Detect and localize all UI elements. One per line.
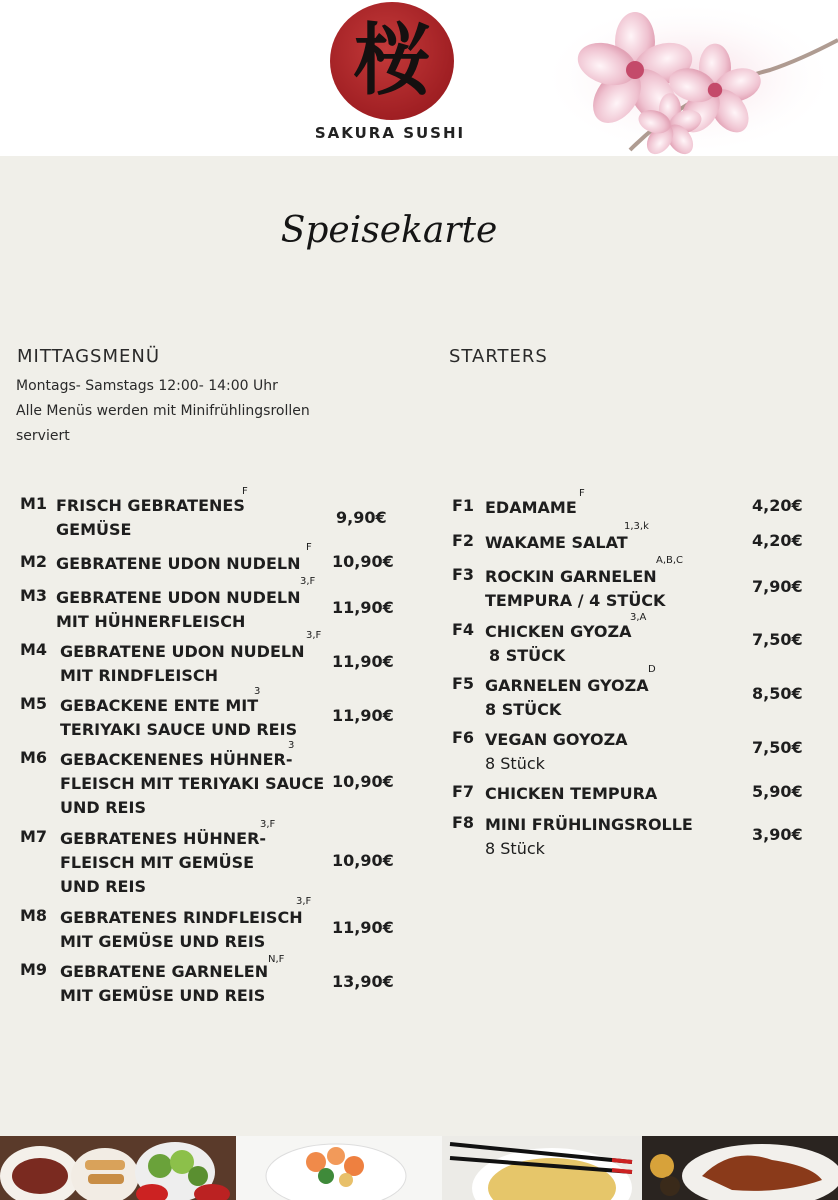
lunch-note-line2: serviert <box>16 428 70 444</box>
item-price: 7,90€ <box>752 577 803 596</box>
item-name: GARNELEN GYOZA 8 STÜCK <box>485 676 649 719</box>
item-name: MINI FRÜHLINGSROLLE 8 Stück <box>485 815 693 858</box>
item-price: 4,20€ <box>752 496 803 515</box>
item-price: 9,90€ <box>336 508 387 527</box>
allergen-codes: F <box>306 542 312 553</box>
item-name: GEBACKENE ENTE MIT TERIYAKI SAUCE UND REIS <box>60 696 298 739</box>
logo-kanji: 桜 <box>352 15 431 106</box>
starters-heading: STARTERS <box>449 346 548 367</box>
item-name: EDAMAME <box>485 498 577 517</box>
allergen-codes: 3,F <box>300 576 316 587</box>
item-price: 10,90€ <box>332 772 394 791</box>
item-price: 10,90€ <box>332 851 394 870</box>
item-code: M7 <box>20 827 48 846</box>
item-name: CHICKEN TEMPURA <box>485 784 658 803</box>
item-price: 10,90€ <box>332 552 394 571</box>
item-price: 11,90€ <box>332 918 394 937</box>
item-name: GEBRATENE GARNELEN MIT GEMÜSE UND REIS <box>60 962 269 1005</box>
allergen-codes: D <box>648 664 656 675</box>
food-photo-noodles <box>442 1136 642 1200</box>
cherry-blossom-image <box>540 0 838 156</box>
item-code: M5 <box>20 694 48 713</box>
item-code: F3 <box>452 565 475 584</box>
item-name: GEBRATENE UDON NUDELN MIT RINDFLEISCH <box>60 642 305 685</box>
item-code: F6 <box>452 728 475 747</box>
item-code: F2 <box>452 531 475 550</box>
lunch-heading: MITTAGSMENÜ <box>17 346 161 367</box>
item-name: GEBRATENE UDON NUDELN <box>56 554 301 573</box>
allergen-codes: 3 <box>288 740 295 751</box>
item-price: 4,20€ <box>752 531 803 550</box>
allergen-codes: 3,F <box>260 819 276 830</box>
item-price: 7,50€ <box>752 630 803 649</box>
item-price: 11,90€ <box>332 706 394 725</box>
item-code: F1 <box>452 496 475 515</box>
item-price: 5,90€ <box>752 782 803 801</box>
page-title: Speisekarte <box>280 210 498 251</box>
food-photo-duck-platter <box>0 1136 236 1200</box>
allergen-codes: 1,3,k <box>624 521 649 532</box>
item-name: WAKAME SALAT <box>485 533 628 552</box>
item-price: 7,50€ <box>752 738 803 757</box>
item-code: M2 <box>20 552 48 571</box>
item-code: M3 <box>20 586 48 605</box>
allergen-codes: 3 <box>254 686 261 697</box>
allergen-codes: 3,F <box>296 896 312 907</box>
item-code: M8 <box>20 906 48 925</box>
allergen-codes: N,F <box>268 954 285 965</box>
header <box>0 0 838 156</box>
item-price: 8,50€ <box>752 684 803 703</box>
lunch-hours: Montags- Samstags 12:00- 14:00 Uhr <box>16 378 278 394</box>
item-name: GEBRATENES RINDFLEISCH MIT GEMÜSE UND REIS <box>60 908 303 951</box>
lunch-note-line1: Alle Menüs werden mit Minifrühlingsrollen <box>16 403 310 419</box>
item-code: M9 <box>20 960 48 979</box>
allergen-codes: 3,A <box>630 612 647 623</box>
food-photo-strip <box>0 1136 838 1200</box>
food-photo-meat-platter <box>642 1136 838 1200</box>
item-name: CHICKEN GYOZA 8 STÜCK <box>485 622 632 665</box>
item-name: FRISCH GEBRATENES GEMÜSE <box>56 496 245 539</box>
allergen-codes: F <box>242 486 248 497</box>
item-code: F5 <box>452 674 475 693</box>
item-name: GEBRATENES HÜHNER- FLEISCH MIT GEMÜSE UND REIS <box>60 829 267 896</box>
item-code: F8 <box>452 813 475 832</box>
item-name: ROCKIN GARNELEN TEMPURA / 4 STÜCK <box>485 567 666 610</box>
item-price: 13,90€ <box>332 972 394 991</box>
item-name: VEGAN GOYOZA 8 Stück <box>485 730 628 773</box>
item-code: F4 <box>452 620 475 639</box>
brand-name: SAKURA SUSHI <box>314 124 466 142</box>
item-code: M4 <box>20 640 48 659</box>
item-price: 11,90€ <box>332 598 394 617</box>
allergen-codes: A,B,C <box>656 555 684 566</box>
item-code: M6 <box>20 748 48 767</box>
item-name: GEBRATENE UDON NUDELN MIT HÜHNERFLEISCH <box>56 588 301 631</box>
food-photo-shrimp-dish <box>236 1136 442 1200</box>
allergen-codes: F <box>579 488 585 499</box>
allergen-codes: 3,F <box>306 630 322 641</box>
item-price: 3,90€ <box>752 825 803 844</box>
item-code: M1 <box>20 494 48 513</box>
item-price: 11,90€ <box>332 652 394 671</box>
item-code: F7 <box>452 782 475 801</box>
item-name: GEBACKENENES HÜHNER- FLEISCH MIT TERIYAKI SAUCE UND REIS <box>60 750 325 817</box>
